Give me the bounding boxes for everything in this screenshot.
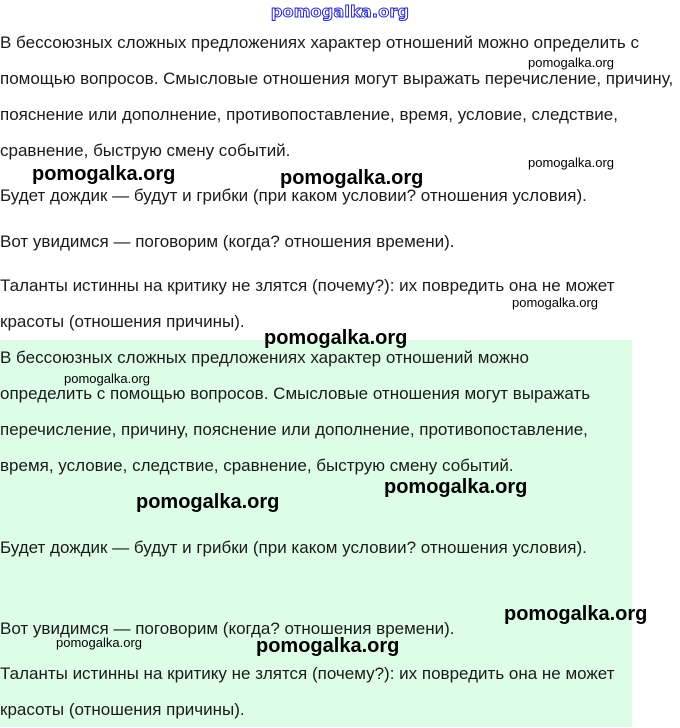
- watermark: pomogalka.org: [136, 491, 280, 513]
- answer-intro-paragraph: В бессоюзных сложных предложениях характер отношений можно определить с помощью вопросов. Смысловые отношения могут выражать перечисление, причину, пояснение или дополнение, противопоставление, время, условие, следствие, сравнение, быструю смену событий.: [0, 33, 674, 160]
- watermark: pomogalka.org: [64, 371, 150, 386]
- watermark: pomogalka.org: [504, 603, 648, 625]
- watermark: pomogalka.org: [528, 55, 614, 70]
- site-logo[interactable]: pomogalka.org: [270, 2, 410, 21]
- watermark: pomogalka.org: [32, 163, 176, 185]
- example-time: Вот увидимся — поговорим (когда? отношения времени).: [0, 232, 455, 251]
- watermark: pomogalka.org: [56, 635, 142, 650]
- watermark: pomogalka.org: [384, 476, 528, 498]
- watermark: pomogalka.org: [528, 155, 614, 170]
- example-time: Вот увидимся — поговорим (когда? отношения времени).: [0, 619, 455, 638]
- watermark: pomogalka.org: [512, 295, 598, 310]
- answer-block-highlighted: [0, 340, 632, 727]
- watermark: pomogalka.org: [264, 327, 408, 349]
- answer-intro-paragraph: В бессоюзных сложных предложениях характер отношений можно определить с помощью вопросов. Смысловые отношения могут выражать перечисление, причину, пояснение или дополнение, противопоставление, время, условие, следствие, сравнение, быструю смену событий.: [0, 348, 591, 475]
- example-condition: Будет дождик — будут и грибки (при каком условии? отношения условия).: [0, 538, 587, 557]
- watermark: pomogalka.org: [256, 635, 400, 657]
- example-cause: Таланты истинны на критику не злятся (почему?): их повредить она не может красоты (отношения причины).: [0, 664, 615, 719]
- example-condition: Будет дождик — будут и грибки (при каком условии? отношения условия).: [0, 186, 587, 205]
- watermark: pomogalka.org: [280, 167, 424, 189]
- example-cause: Таланты истинны на критику не злятся (почему?): их повредить она не может красоты (отношения причины).: [0, 276, 615, 331]
